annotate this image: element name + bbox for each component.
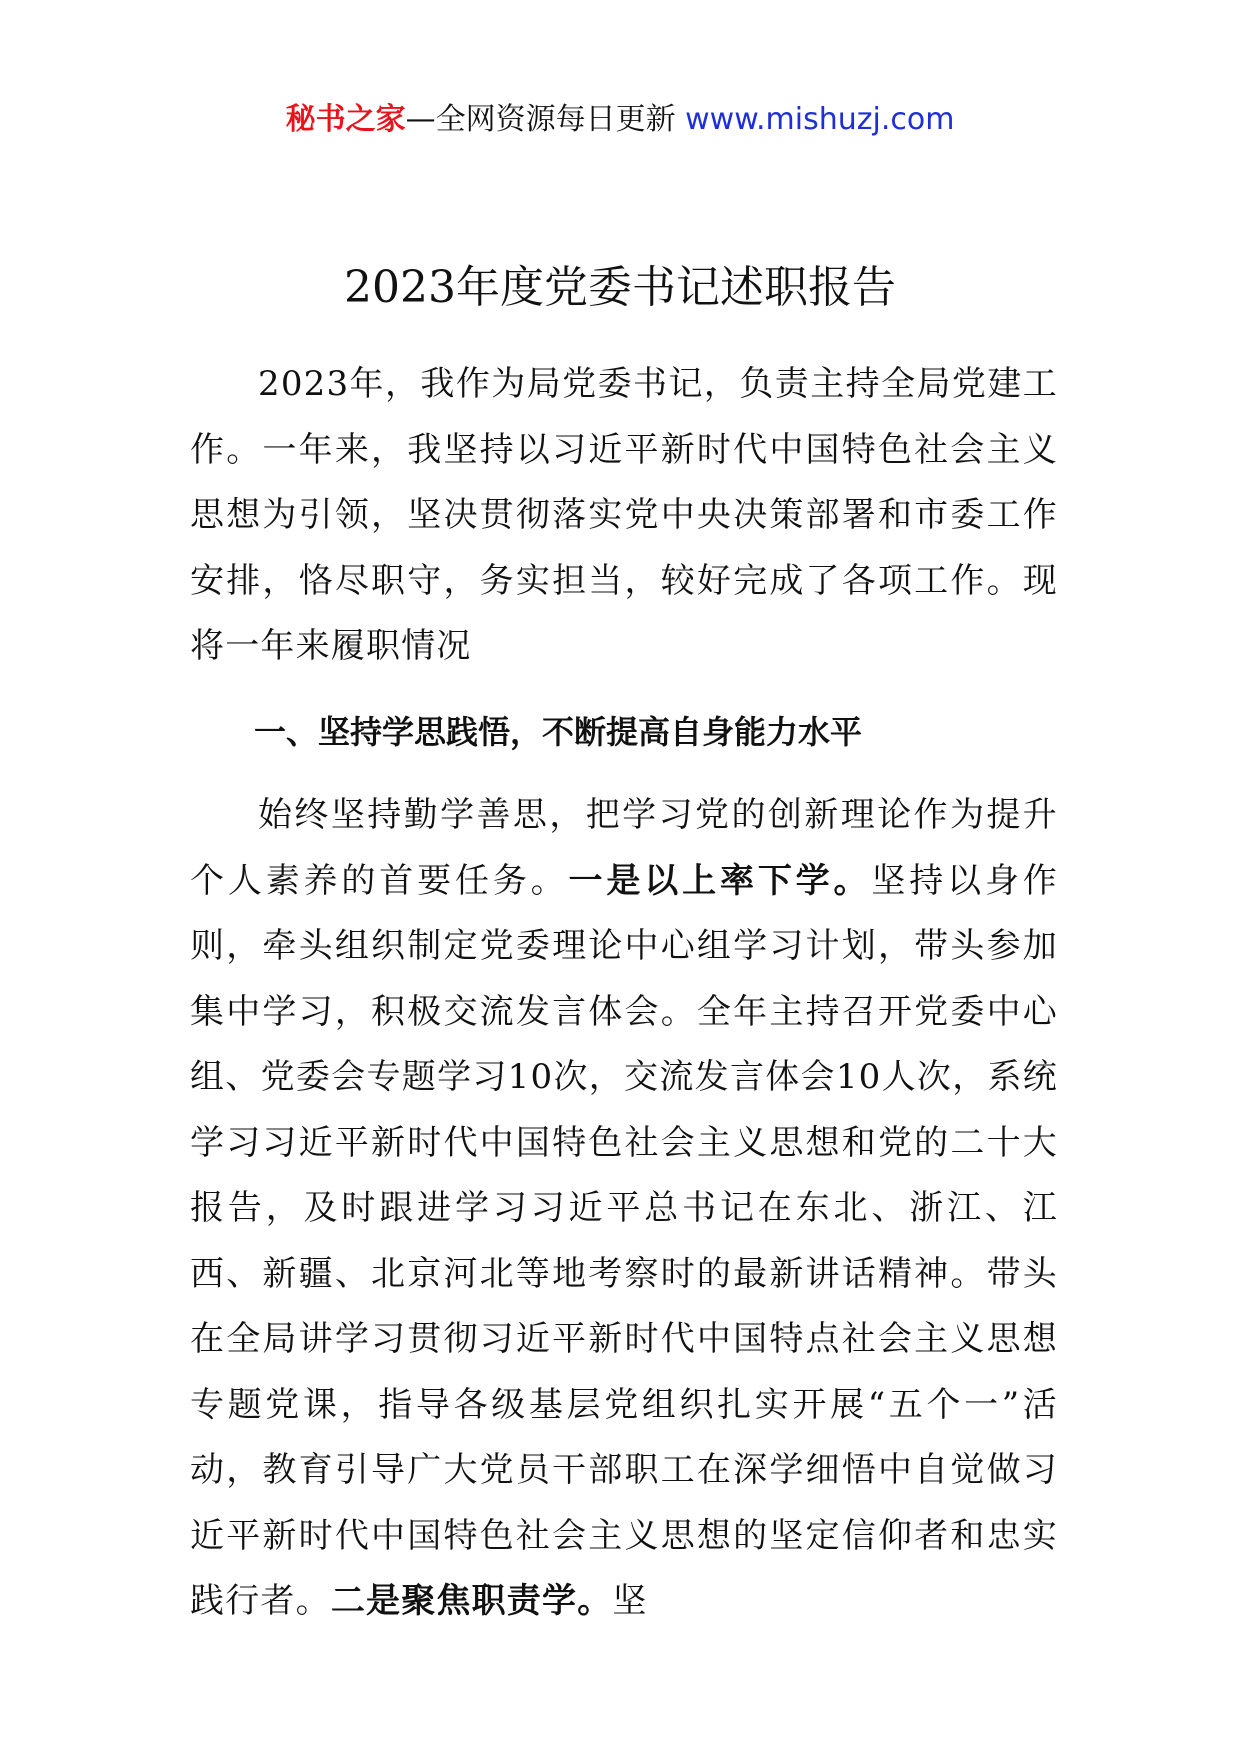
paragraph-text: 坚持以身作则，牵头组织制定党委理论中心组学习计划，带头参加集中学习，积极交流发言体会。全年主持召开党委中心组、党委会专题学习10次，交流发言体会10人次，系统学习习近平新时代中国特色社会主义思想和党的二十大报告，及时跟进学习习近平总书记在东北、浙江、江西、新疆、北京河北等地考察时的最新讲话精神。带头在全局讲学习贯彻习近平新时代中国特点社会主义思想专题党课，指导各级基层党组织扎实开展“五个一”活动，教育引导广大党员干部职工在深学细悟中自觉做习近平新时代中国特色社会主义思想的坚定信仰者和忠实践行者。 (190, 860, 1059, 1621)
document-title: 2023年度党委书记述职报告 (344, 262, 896, 313)
site-banner (0, 100, 1240, 140)
banner-slogan: —全网资源每日更新 (405, 102, 676, 137)
document-body (190, 352, 1058, 1635)
banner-url-link[interactable]: www.mishuzj.com (685, 102, 955, 137)
section-heading: 一、坚持学思践悟，不断提高自身能力水平 (254, 712, 863, 751)
paragraph-bold-lead: 二是聚焦职责学。 (330, 1581, 613, 1621)
paragraph-text: 始终坚持勤学善思，把学习党的创新理论作为提升个人素养的首要任务。 (190, 795, 1058, 901)
section-paragraph (190, 783, 1058, 1635)
paragraph-text: 坚 (612, 1581, 648, 1621)
banner-brand: 秘书之家 (285, 102, 406, 137)
paragraph-bold-lead: 一是以上率下学。 (568, 860, 872, 901)
intro-paragraph: 2023年，我作为局党委书记，负责主持全局党建工作。一年来，我坚持以习近平新时代中国特色社会主义思想为引领，坚决贯彻落实党中央决策部署和市委工作安排，恪尽职守，务实担当，较好完成了各项工作。现将一年来履职情况 (190, 364, 1058, 666)
